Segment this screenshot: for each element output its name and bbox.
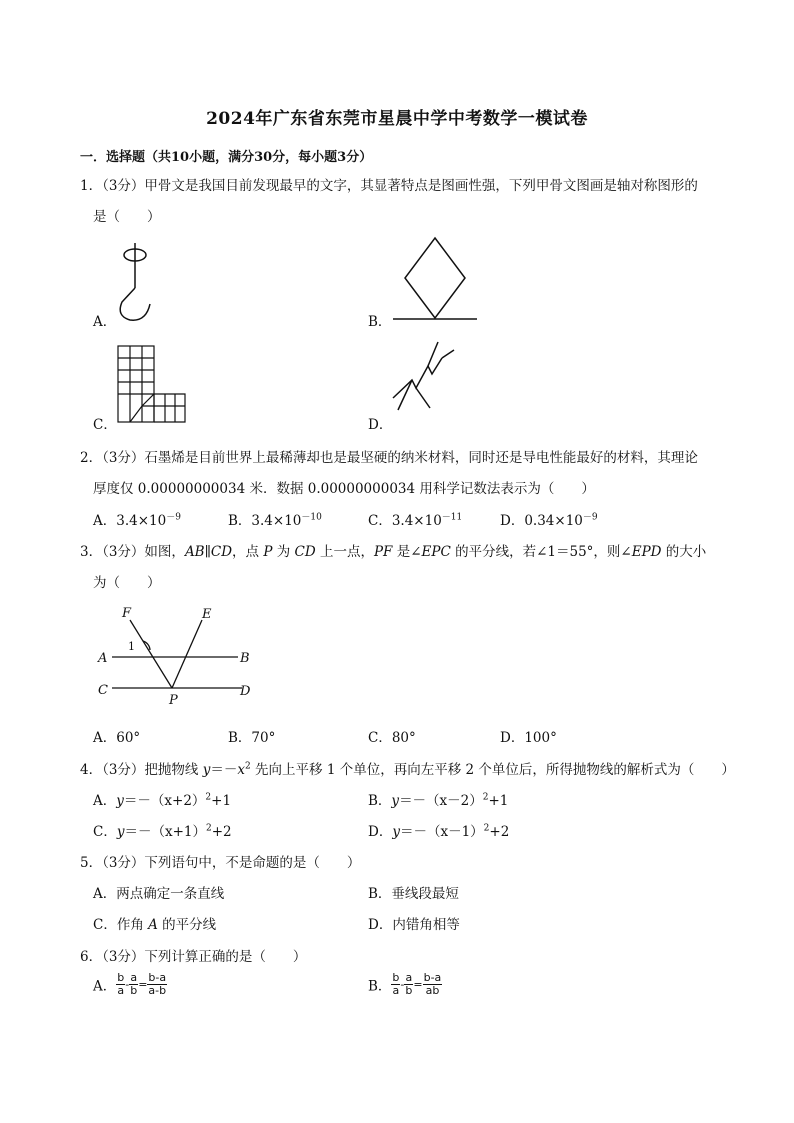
q2-stem-line1: 2．（3分）石墨烯是目前世界上最稀薄却也是最坚硬的纳米材料，同时还是导电性能最好的材料，其理论 [80, 450, 698, 466]
page-title: 2024年广东省东莞市星晨中学中考数学一模试卷 [206, 109, 588, 129]
q6a-frac2: $\frac{a}{b}$ [130, 971, 138, 997]
q1-option-d-label: D． [368, 417, 393, 433]
q1-option-b-label: B． [368, 314, 392, 330]
q6a-frac1: $\frac{b}{a}$ [117, 971, 125, 997]
q5-option-b: B．垂线段最短 [368, 886, 459, 902]
q6a-frac3: $\frac{b-a}{a-b}$ [148, 971, 167, 997]
q3-label-A: A [98, 651, 108, 666]
q6-stem: 6．（3分）下列计算正确的是（ ） [80, 949, 307, 965]
q5-stem: 5．（3分）下列语句中，不是命题的是（ ） [80, 855, 361, 871]
q4-option-c: C．$y=-(x+1)^2+2$ [93, 823, 232, 840]
q2-stem-line2: 厚度仅 0.00000000034 米．数据 0.00000000034 用科学记数法表示为（ ） [93, 481, 595, 497]
q5-option-a: A．两点确定一条直线 [93, 886, 225, 902]
q4-stem: 4．（3分）把抛物线 $y=-x^2$ 先向上平移 1 个单位，再向左平移 2 个单位后，所得抛物线的解析式为（ ） [80, 761, 735, 778]
q2-option-b: B．$3.4\times 10^{-10}$ [228, 512, 322, 529]
q6-option-a: A． $\frac{b}{a}$ - $\frac{a}{b}$ = $\frac{b-a}{a-b}$ [93, 971, 167, 997]
q1-figure-d-zigzag [390, 340, 460, 420]
q2-option-a: A．$3.4\times 10^{-9}$ [93, 512, 181, 529]
q2-option-c: C．$3.4\times 10^{-11}$ [368, 512, 463, 529]
section-heading: 一．选择题（共10小题，满分30分，每小题3分） [80, 150, 373, 165]
q3-option-d: D．100° [500, 730, 557, 746]
q5-option-c: C．作角 A 的平分线 [93, 917, 217, 933]
q3-parallel-lines-figure [90, 600, 270, 710]
q1-option-a-label: A． [93, 314, 117, 330]
q3-label-F: F [122, 606, 132, 621]
q1-figure-a-hook [110, 240, 170, 330]
q3-option-b: B．70° [228, 730, 276, 746]
q3-label-E: E [202, 607, 212, 622]
q3-stem-line1: 3．（3分）如图，AB∥CD，点 P 为 CD 上一点，PF 是∠EPC 的平分线，若∠1＝55°，则∠EPD 的大小 [80, 544, 707, 560]
q3-label-B: B [240, 651, 250, 666]
q1-stem-line1: 1．（3分）甲骨文是我国目前发现最早的文字，其显著特点是图画性强，下列甲骨文图画是轴对称图形的 [80, 178, 698, 194]
q3-option-c: C．80° [368, 730, 416, 746]
q6b-frac3: $\frac{b-a}{ab}$ [423, 971, 442, 997]
q3-label-C: C [98, 683, 108, 698]
q3-label-D: D [240, 684, 251, 699]
q2-option-d: D．$0.34\times 10^{-9}$ [500, 512, 598, 529]
q1-figure-c-grid [115, 344, 190, 426]
q3-label-angle1: 1 [128, 640, 135, 653]
q3-label-P: P [169, 693, 178, 708]
q4-option-d: D．$y=-(x-1)^2+2$ [368, 823, 510, 840]
q6b-frac1: $\frac{b}{a}$ [392, 971, 400, 997]
q1-figure-b-diamond [390, 236, 480, 326]
q1-stem-line2: 是（ ） [93, 209, 161, 225]
q5-option-d: D．内错角相等 [368, 917, 460, 933]
q1-option-c-label: C． [93, 417, 117, 433]
q3-option-a: A．60° [93, 730, 141, 746]
q6b-frac2: $\frac{a}{b}$ [405, 971, 413, 997]
q3-stem-line2: 为（ ） [93, 575, 161, 591]
q6-option-b: B． $\frac{b}{a}$ - $\frac{a}{b}$ = $\frac{b-a}{ab}$ [368, 971, 442, 997]
q4-option-b: B．$y=-(x-2)^2+1$ [368, 792, 509, 809]
q4-option-a: A．$y=-(x+2)^2+1$ [93, 792, 232, 809]
